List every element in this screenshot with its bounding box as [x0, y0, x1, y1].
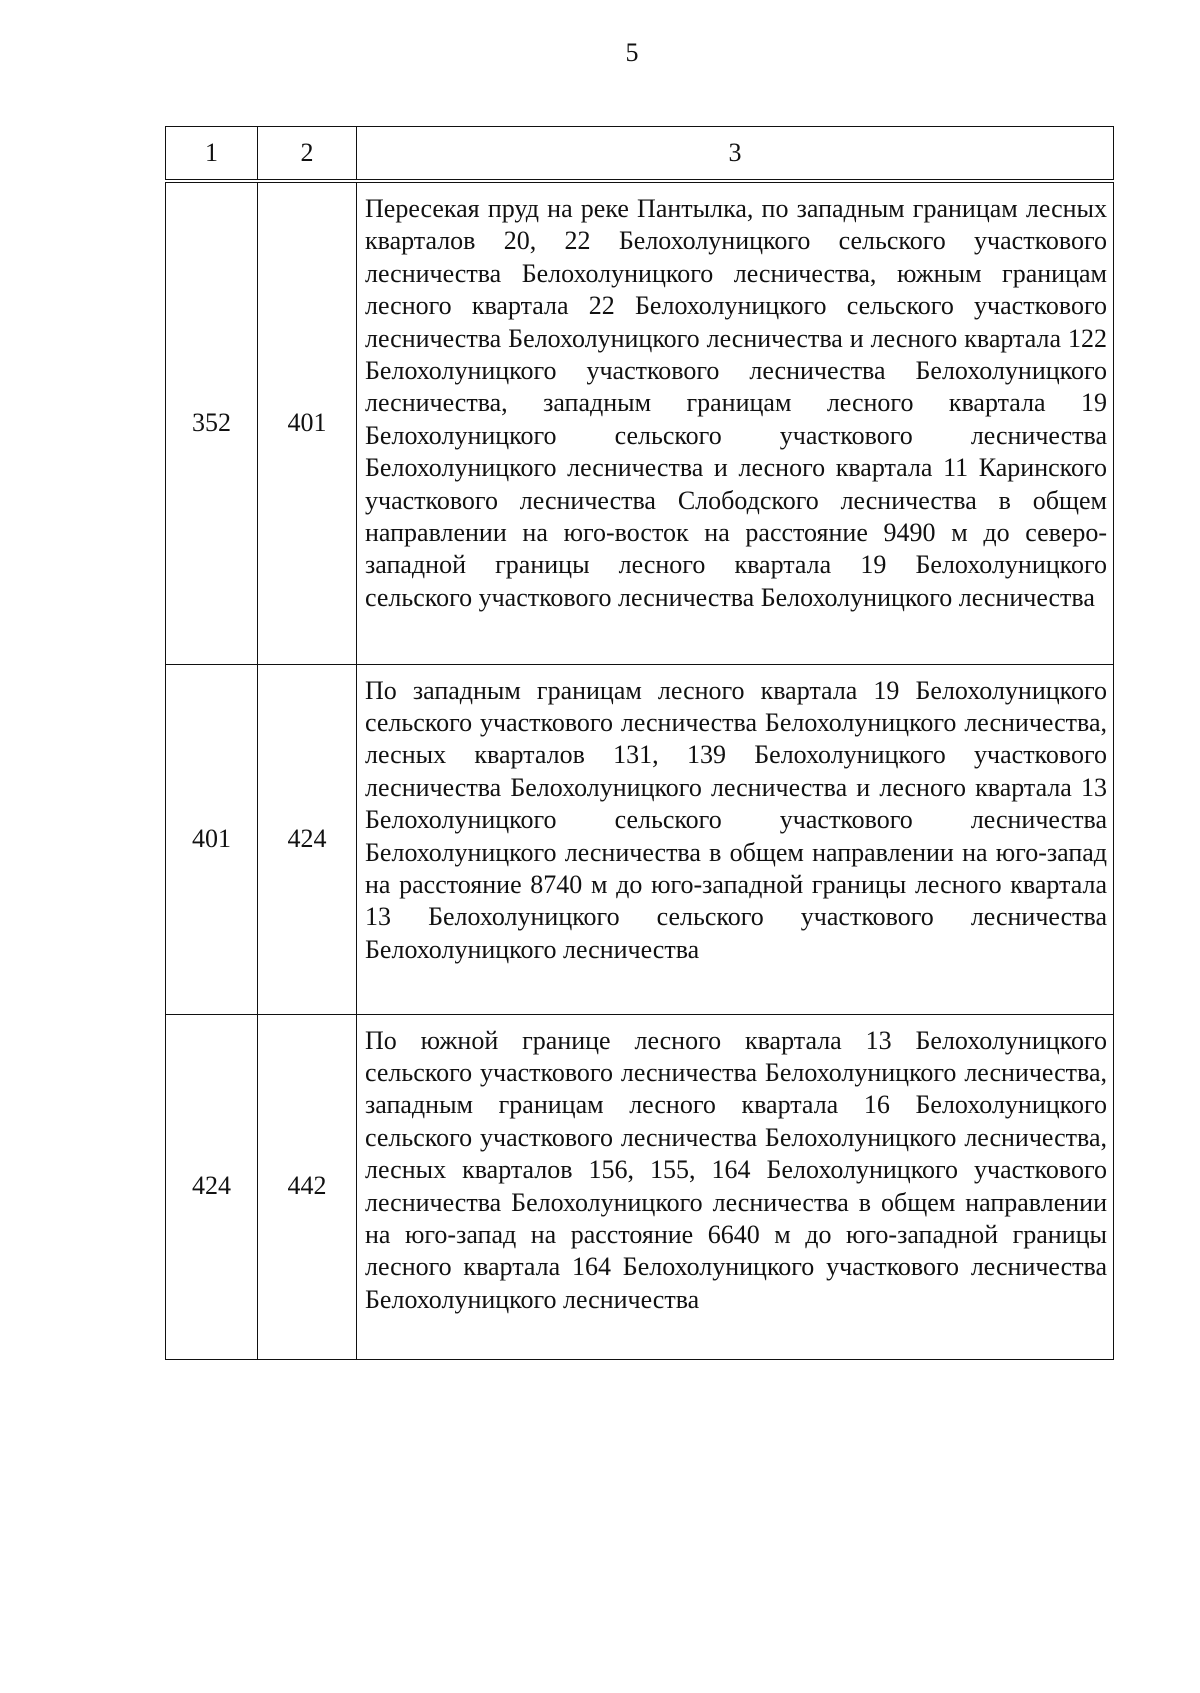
table-row [166, 1014, 1114, 1359]
table-row [166, 181, 1114, 664]
header-col-1: 1 [166, 127, 258, 182]
point-from: 401 [166, 664, 258, 1014]
point-from: 424 [166, 1014, 258, 1359]
point-to: 442 [258, 1014, 357, 1359]
page-number: 5 [625, 38, 639, 67]
table-header [166, 127, 1114, 182]
point-to: 401 [258, 181, 357, 664]
table-row [166, 664, 1114, 1014]
boundary-description: По южной границе лесного квартала 13 Белохолуницкого сельского участкового лесничества Белохолуницкого лесничества, западным границам лесного квартала 16 Белохолуницкого сельского участкового лесничества Белохолуницкого лесничества, лесных кварталов 156, 155, 164 Белохолуницкого участкового лесничества Белохолуницкого лесничества в общем направлении на юго-запад на расстояние 6640 м до юго-западной границы лесного квартала 164 Белохолуницкого участкового лесничества Белохолуницкого лесничества [357, 1014, 1114, 1359]
point-to: 424 [258, 664, 357, 1014]
table-body [166, 181, 1114, 1359]
boundary-description: По западным границам лесного квартала 19 Белохолуницкого сельского участкового лесничества Белохолуницкого лесничества, лесных кварталов 131, 139 Белохолуницкого участкового лесничества Белохолуницкого лесничества и лесного квартала 13 Белохолуницкого сельского участкового лесничества Белохолуницкого лесничества в общем направлении на юго-запад на расстояние 8740 м до юго-западной границы лесного квартала 13 Белохолуницкого сельского участкового лесничества Белохолуницкого лесничества [357, 664, 1114, 1014]
header-col-3: 3 [357, 127, 1114, 182]
boundary-table [165, 126, 1114, 1360]
boundary-description: Пересекая пруд на реке Пантылка, по западным границам лесных кварталов 20, 22 Белохолуницкого сельского участкового лесничества Белохолуницкого лесничества, южным границам лесного квартала 22 Белохолуницкого сельского участкового лесничества Белохолуницкого лесничества и лесного квартала 122 Белохолуницкого участкового лесничества Белохолуницкого лесничества, западным границам лесного квартала 19 Белохолуницкого сельского участкового лесничества Белохолуницкого лесничества и лесного квартала 11 Каринского участкового лесничества Слободского лесничества в общем направлении на юго-восток на расстояние 9490 м до северо-западной границы лесного квартала 19 Белохолуницкого сельского участкового лесничества Белохолуницкого лесничества [357, 181, 1114, 664]
point-from: 352 [166, 181, 258, 664]
header-col-2: 2 [258, 127, 357, 182]
header-row [166, 127, 1114, 182]
